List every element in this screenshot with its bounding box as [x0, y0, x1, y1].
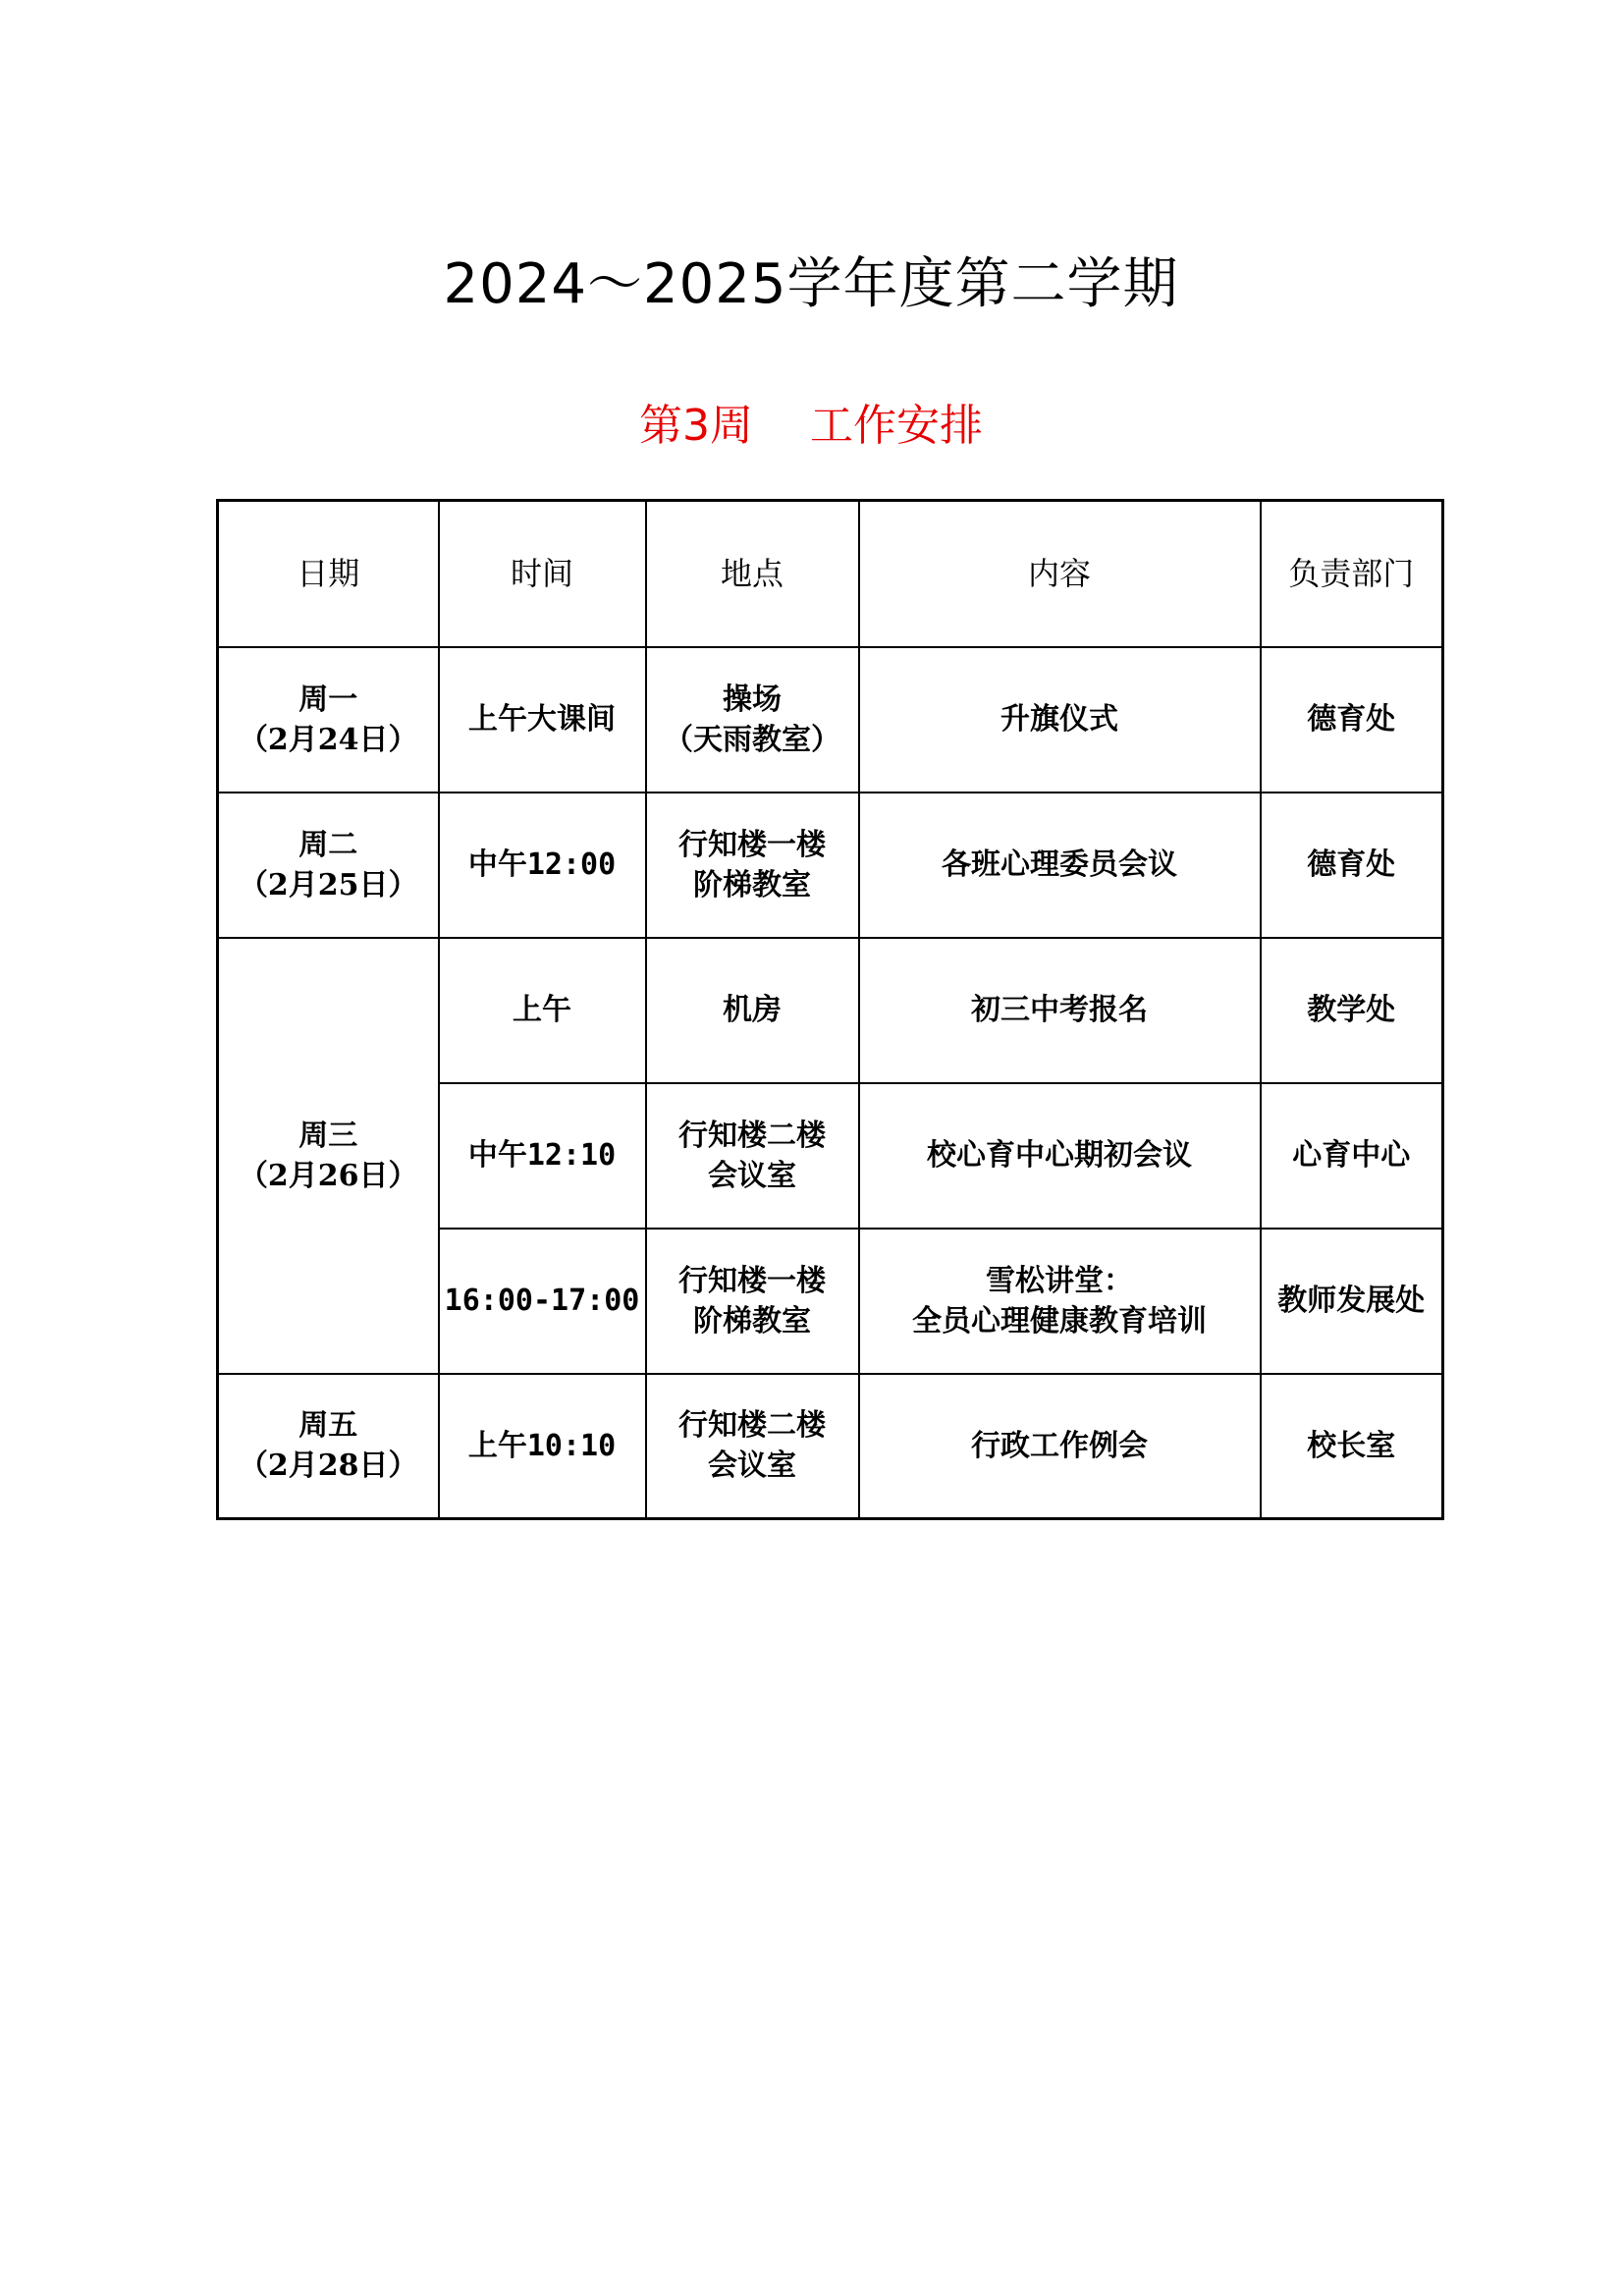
- header-date: 日期: [218, 501, 439, 647]
- table-row: [218, 1374, 1443, 1519]
- content-cell: [859, 1374, 1261, 1519]
- time-cell: 中午12:00: [439, 793, 646, 938]
- time-cell: 16:00-17:00: [439, 1229, 646, 1374]
- table-row: [218, 793, 1443, 938]
- place-cell: [646, 1083, 859, 1229]
- content-line: 校心育中心期初会议: [927, 1138, 1192, 1173]
- date: （2月25日）: [238, 867, 418, 902]
- place-line: 阶梯教室: [693, 1303, 811, 1339]
- date-cell: [218, 938, 439, 1374]
- place-line: 行知楼二楼: [678, 1408, 826, 1444]
- place-cell: [646, 793, 859, 938]
- content-line: 升旗仪式: [1000, 702, 1118, 737]
- week-subtitle: 第3周 工作安排: [639, 401, 983, 451]
- content-cell: [859, 1083, 1261, 1229]
- table-row: [218, 938, 1443, 1083]
- date-cell: [218, 647, 439, 793]
- header-place: 地点: [646, 501, 859, 647]
- place-line: 操场: [723, 682, 782, 717]
- header-dept: 负责部门: [1261, 501, 1443, 647]
- content-cell: [859, 938, 1261, 1083]
- place-line: （天雨教室）: [664, 722, 840, 757]
- place-cell: [646, 1374, 859, 1519]
- place-line: 行知楼二楼: [678, 1118, 826, 1153]
- weekday: 周二: [298, 827, 358, 862]
- date: （2月28日）: [238, 1449, 418, 1484]
- place-line: 会议室: [708, 1449, 796, 1484]
- schedule-table: [216, 499, 1444, 1520]
- date-cell: [218, 1374, 439, 1519]
- content-line: 全员心理健康教育培训: [912, 1303, 1207, 1339]
- date: （2月24日）: [238, 722, 418, 757]
- table-row: [218, 647, 1443, 793]
- dept-cell: 德育处: [1261, 793, 1443, 938]
- content-cell: [859, 1229, 1261, 1374]
- content-line: 雪松讲堂：: [986, 1263, 1133, 1298]
- content-line: 初三中考报名: [971, 993, 1148, 1027]
- place-cell: [646, 647, 859, 793]
- weekday: 周一: [298, 682, 358, 717]
- page-title: 2024～2025学年度第二学期: [443, 252, 1179, 316]
- time-cell: 上午: [439, 938, 646, 1083]
- place-cell: [646, 1229, 859, 1374]
- dept-cell: 德育处: [1261, 647, 1443, 793]
- date: （2月26日）: [238, 1158, 418, 1193]
- dept-cell: 教师发展处: [1261, 1229, 1443, 1374]
- header-content: 内容: [859, 501, 1261, 647]
- time-cell: 中午12:10: [439, 1083, 646, 1229]
- dept-cell: 心育中心: [1261, 1083, 1443, 1229]
- weekday: 周五: [298, 1408, 358, 1444]
- place-line: 阶梯教室: [693, 867, 811, 902]
- date-cell: [218, 793, 439, 938]
- content-cell: [859, 647, 1261, 793]
- weekday: 周三: [298, 1118, 358, 1153]
- place-line: 行知楼一楼: [678, 827, 826, 862]
- content-line: 行政工作例会: [971, 1428, 1148, 1463]
- place-cell: [646, 938, 859, 1083]
- place-line: 行知楼一楼: [678, 1263, 826, 1298]
- place-line: 机房: [723, 993, 782, 1027]
- dept-cell: 教学处: [1261, 938, 1443, 1083]
- time-cell: 上午10:10: [439, 1374, 646, 1519]
- header-time: 时间: [439, 501, 646, 647]
- table-header-row: [218, 501, 1443, 647]
- place-line: 会议室: [708, 1158, 796, 1193]
- content-line: 各班心理委员会议: [942, 847, 1177, 882]
- dept-cell: 校长室: [1261, 1374, 1443, 1519]
- time-cell: 上午大课间: [439, 647, 646, 793]
- content-cell: [859, 793, 1261, 938]
